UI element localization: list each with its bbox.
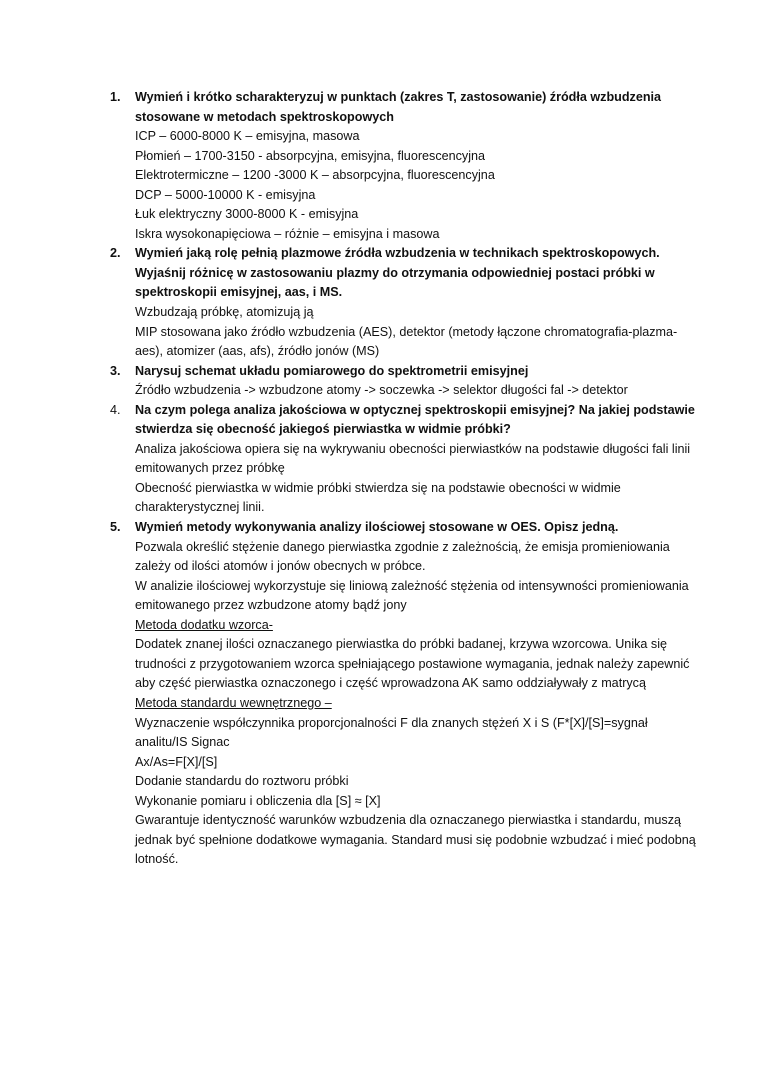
answer-line: W analizie ilościowej wykorzystuje się liniową zależność stężenia od intensywności promieniowania emitowanego przez wzbudzone atomy bądź jony bbox=[135, 578, 689, 613]
question-item bbox=[110, 518, 700, 870]
question-item bbox=[110, 244, 700, 361]
answer-line: Gwarantuje identyczność warunków wzbudzenia dla oznaczanego pierwiastka i standardu, muszą jednak być spełnione dodatkowe wymagania. Standard musi się podobnie wzbudzać i mieć podobną lotność. bbox=[135, 813, 696, 867]
answer-line: Łuk elektryczny 3000-8000 K - emisyjna bbox=[135, 207, 359, 222]
answer-line: Źródło wzbudzenia -> wzbudzone atomy -> soczewka -> selektor długości fal -> detektor bbox=[135, 383, 628, 398]
answer-line: Płomień – 1700-3150 - absorpcyjna, emisyjna, fluorescencyjna bbox=[135, 148, 486, 163]
answer-line: ICP – 6000-8000 K – emisyjna, masowa bbox=[135, 129, 360, 144]
answer-line: Iskra wysokonapięciowa – różnie – emisyjna i masowa bbox=[135, 226, 440, 241]
question-number: 1. bbox=[110, 90, 121, 104]
answer-line: Dodatek znanej ilości oznaczanego pierwiastka do próbki badanej, krzywa wzorcowa. Unika się trudności z przygotowaniem wzorca spełniającego postawione wymagania, jednak należy zapewnić aby część pierwiastka oznaczonego i część wprowadzona AK samo oddziaływały z matrycą bbox=[135, 637, 690, 691]
question-number: 2. bbox=[110, 246, 121, 261]
question-number: 4. bbox=[110, 402, 121, 417]
answer-line: Wyznaczenie współczynnika proporcjonalności F dla znanych stężeń X i S (F*[X]/[S]=sygnał analitu/IS Signac bbox=[135, 715, 648, 750]
question-title: Wymień metody wykonywania analizy ilościowej stosowane w OES. Opisz jedną. bbox=[135, 520, 619, 535]
answer-line: Wzbudzają próbkę, atomizują ją bbox=[135, 305, 314, 320]
question-title: Narysuj schemat układu pomiarowego do spektrometrii emisyjnej bbox=[135, 363, 529, 378]
formula-line: Ax/As=F[X]/[S] bbox=[135, 754, 218, 769]
question-title: Wymień jaką rolę pełnią plazmowe źródła wzbudzenia w technikach spektroskopowych. Wyjaśnij różnicę w zastosowaniu plazmy do otrzymania odpowiedniej postaci próbki w spektroskopii emisyjnej, aas, i MS. bbox=[135, 246, 660, 300]
question-title: Na czym polega analiza jakościowa w optycznej spektroskopii emisyjnej? Na jakiej podstawie stwierdza się obecność jakiegoś pierwiastka w widmie próbki? bbox=[135, 402, 695, 437]
question-number: 3. bbox=[110, 363, 121, 378]
answer-line: Dodanie standardu do roztworu próbki bbox=[135, 774, 349, 789]
answer-line: Obecność pierwiastka w widmie próbki stwierdza się na podstawie obecności w widmie charakterystycznej linii. bbox=[135, 480, 621, 515]
question-item bbox=[110, 401, 700, 518]
question-item bbox=[110, 362, 700, 401]
answer-line: Analiza jakościowa opiera się na wykrywaniu obecności pierwiastków na podstawie długości fali linii emitowanych przez próbkę bbox=[135, 441, 691, 476]
answer-line: MIP stosowana jako źródło wzbudzenia (AES), detektor (metody łączone chromatografia-plazma-aes), atomizer (aas, afs), źródło jonów (MS) bbox=[135, 324, 678, 359]
method-heading: Metoda dodatku wzorca- bbox=[135, 617, 273, 632]
question-list bbox=[110, 88, 700, 870]
answer-line: DCP – 5000-10000 K - emisyjna bbox=[135, 187, 316, 202]
answer-line: Pozwala określić stężenie danego pierwiastka zgodnie z zależnością, że emisja promieniowania zależy od ilości atomów i jonów obecnych w próbce. bbox=[135, 539, 670, 574]
question-item bbox=[110, 88, 700, 244]
question-title: Wymień i krótko scharakteryzuj w punktach (zakres T, zastosowanie) źródła wzbudzenia stosowane w metodach spektroskopowych bbox=[135, 90, 662, 124]
method-heading: Metoda standardu wewnętrznego – bbox=[135, 695, 332, 710]
question-number: 5. bbox=[110, 520, 121, 535]
answer-line: Wykonanie pomiaru i obliczenia dla [S] ≈ [X] bbox=[135, 793, 381, 808]
answer-line: Elektrotermiczne – 1200 -3000 K – absorpcyjna, fluorescencyjna bbox=[135, 168, 495, 183]
